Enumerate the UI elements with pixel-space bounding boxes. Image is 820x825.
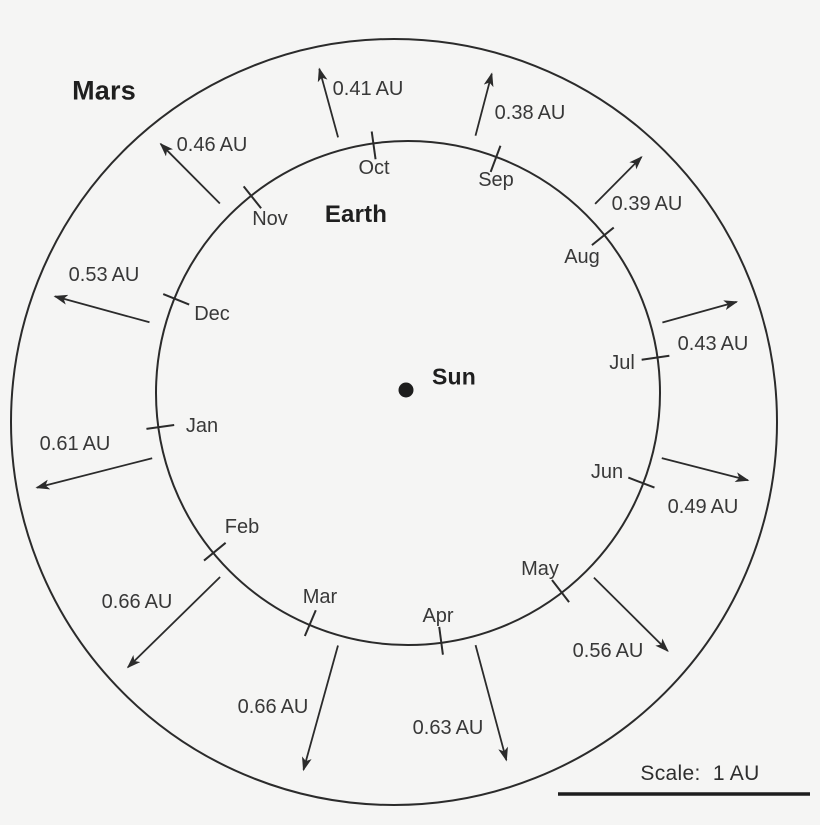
month-label-dec: Dec: [194, 303, 230, 325]
month-label-jan: Jan: [185, 415, 219, 437]
sun-label: Sun: [432, 363, 477, 390]
distance-label-aug: 0.39 AU: [611, 193, 683, 215]
distance-label-jun: 0.49 AU: [667, 496, 739, 518]
month-tick-apr: [439, 627, 443, 655]
month-label-nov: Nov: [252, 208, 288, 230]
month-label-aug: Aug: [564, 246, 600, 268]
month-label-jun: Jun: [590, 461, 624, 483]
month-label-may: May: [521, 558, 559, 580]
distance-label-may: 0.56 AU: [572, 640, 644, 662]
scale-bar-label: Scale: 1 AU: [640, 762, 760, 785]
distance-label-mar: 0.66 AU: [237, 696, 309, 718]
distance-arrow-jun: [662, 458, 748, 480]
month-label-apr: Apr: [422, 605, 454, 627]
distance-label-feb: 0.66 AU: [101, 591, 173, 613]
distance-label-sep: 0.38 AU: [494, 102, 566, 124]
mars-orbit-circle: [11, 39, 777, 805]
month-label-feb: Feb: [224, 516, 260, 538]
distance-arrow-dec: [55, 296, 150, 322]
month-tick-jul: [642, 356, 670, 360]
sun-dot: [399, 383, 414, 398]
distance-label-nov: 0.46 AU: [176, 134, 248, 156]
distance-arrow-sep: [475, 74, 491, 136]
distance-arrow-jan: [37, 458, 152, 487]
mars-orbit-label: Mars: [72, 75, 136, 106]
distance-label-apr: 0.63 AU: [412, 717, 484, 739]
distance-arrow-jul: [662, 302, 736, 323]
distance-label-jan: 0.61 AU: [39, 433, 111, 455]
month-label-mar: Mar: [302, 586, 338, 608]
distance-label-dec: 0.53 AU: [68, 264, 140, 286]
month-tick-jan: [146, 425, 174, 429]
month-label-oct: Oct: [358, 157, 390, 179]
earth-orbit-label: Earth: [324, 201, 388, 228]
distance-label-jul: 0.43 AU: [677, 333, 749, 355]
month-tick-oct: [372, 132, 376, 160]
distance-label-oct: 0.41 AU: [332, 78, 404, 100]
distance-arrow-mar: [304, 645, 338, 769]
month-label-jul: Jul: [609, 352, 635, 374]
distance-arrow-apr: [476, 645, 507, 760]
month-label-sep: Sep: [478, 169, 514, 191]
